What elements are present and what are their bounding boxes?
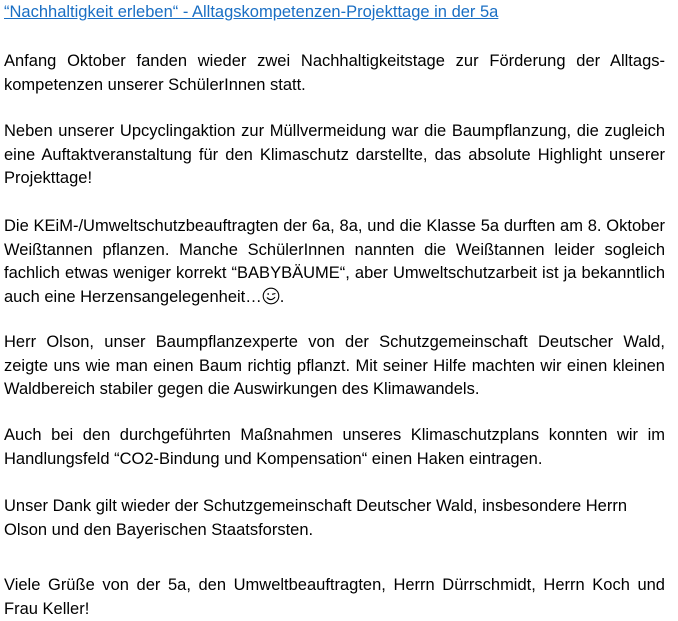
paragraph-planting bbox=[4, 215, 665, 312]
paragraph-planting-text: Die KEiM-/Umweltschutzbeauftragten der 6a, 8a, und die Klasse 5a durften am 8. Oktober Weißtannen pflanzen. Manche SchülerInnen nannten die Weißtannen leider sogleich fachlich etwas weniger korrekt “BABYBÄUME“, aber Umweltschutzarbeit ist ja bekanntlich auch eine Herzensangelegenheit… bbox=[4, 217, 665, 306]
article-title-link[interactable]: “Nachhaltigkeit erleben“ - Alltagskompetenzen-Projekttage in der 5a bbox=[4, 3, 499, 21]
paragraph-planting-period: . bbox=[279, 287, 285, 306]
paragraph-greetings: Viele Grüße von der 5a, den Umweltbeauftragten, Herrn Dürrschmidt, Herrn Koch und Frau Keller! bbox=[4, 576, 665, 618]
paragraph-expert: Herr Olson, unser Baumpflanzexperte von der Schutzgemeinschaft Deutscher Wald, zeigte uns wie man einen Baum richtig pflanzt. Mit seiner Hilfe machten wir einen kleinen Waldbereich stabiler gegen die Auswirkungen des Klimawandels. bbox=[4, 333, 665, 398]
paragraph-upcycling: Neben unserer Upcyclingaktion zur Müllvermeidung war die Baumpflanzung, die zugleich eine Auftaktveranstaltung für den Klimaschutz darstellte, das absolute Highlight unserer Projekttage! bbox=[4, 122, 665, 187]
paragraph-intro: Anfang Oktober fanden wieder zwei Nachhaltigkeitstage zur Förderung der Alltagskompetenzen unserer SchülerInnen statt. bbox=[4, 52, 665, 94]
paragraph-climate-plan: Auch bei den durchgeführten Maßnahmen unseres Klimaschutzplans konnten wir im Handlungsfeld “CO2-Bindung und Kompensation“ einen Haken eintragen. bbox=[4, 426, 665, 468]
paragraph-thanks: Unser Dank gilt wieder der Schutzgemeinschaft Deutscher Wald, insbesondere Herrn Olson und den Bayerischen Staatsforsten. bbox=[4, 497, 628, 539]
winking-face-icon bbox=[262, 287, 280, 313]
